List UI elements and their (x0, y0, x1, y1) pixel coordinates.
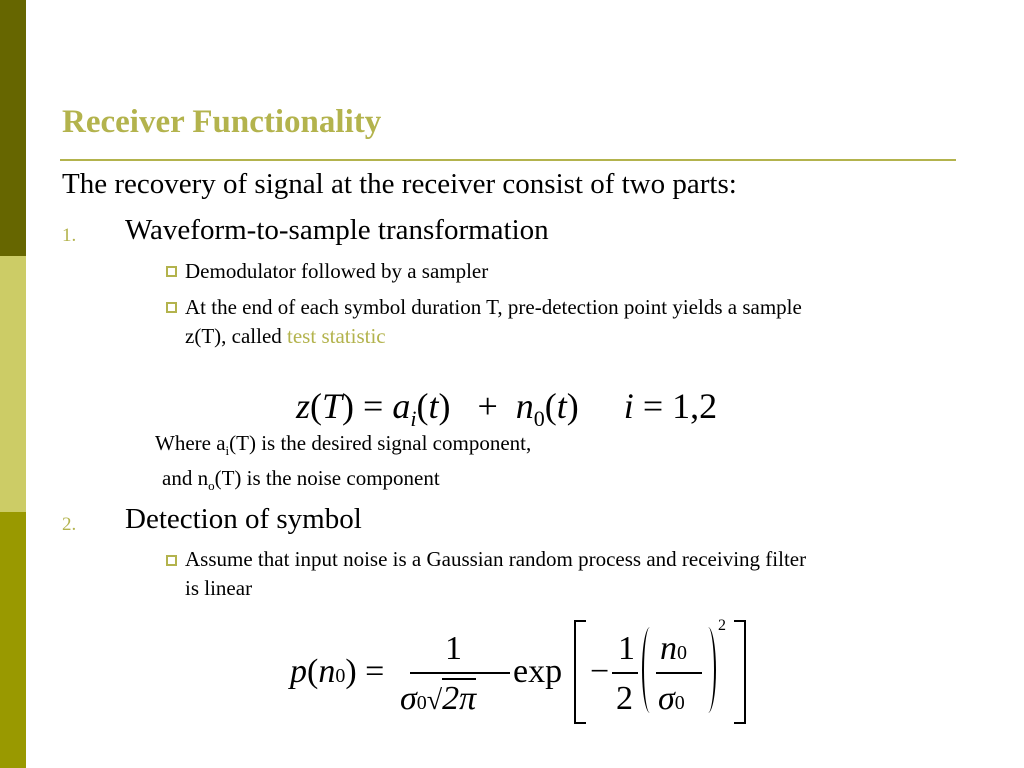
bullet-square-icon (166, 302, 177, 313)
left-paren-icon (642, 627, 658, 713)
eq1-range: 1,2 (672, 386, 718, 426)
where-1a: Where a (155, 431, 226, 455)
bullet-3-text: Assume that input noise is a Gaussian random process and receiving filter (185, 547, 807, 571)
bullet-2-text: At the end of each symbol duration T, pre-detection point yields a sample (185, 295, 802, 319)
eq2-sigma-sub: 0 (416, 692, 427, 714)
list-item-2-label: Detection of symbol (125, 503, 362, 535)
bullet-3-line2: is linear (185, 576, 253, 600)
test-statistic-equation: $z(T) = a_i(t) + n_0(t)$ i = 1,2 (296, 386, 718, 431)
eq1-n-sub: 0 (533, 406, 545, 431)
eq1-T: T (322, 386, 343, 426)
slide-title: Receiver Functionality (62, 104, 382, 140)
eq2-frac-num: 1 (445, 630, 462, 667)
left-bracket-icon (574, 620, 586, 724)
eq1-z: z (296, 386, 311, 426)
right-paren-icon (700, 627, 716, 713)
eq2-n: n (318, 653, 336, 690)
eq1-a: a (392, 386, 411, 426)
eq1-t2: t (556, 386, 567, 426)
where-1-sub: i (225, 443, 230, 459)
where-2b: (T) is the noise component (214, 466, 440, 490)
eq2-inner-n: n (660, 630, 677, 667)
bullet-1-text: Demodulator followed by a sampler (185, 259, 489, 283)
eq1-i: i (623, 386, 634, 426)
bullet-square-icon (166, 555, 177, 566)
where-line-2 (162, 466, 440, 494)
where-2a: and n (162, 466, 209, 490)
eq2-minus: − (590, 653, 610, 690)
bullet-2-line2 (185, 324, 386, 349)
eq2-exp: exp (513, 653, 563, 690)
eq1-t1: t (428, 386, 439, 426)
sidebar-band-middle (0, 256, 26, 512)
eq2-frac-den (400, 680, 476, 718)
eq2-inner-sigma-sub: 0 (674, 692, 685, 714)
right-bracket-icon (734, 620, 746, 724)
eq2-half-bar (612, 672, 638, 674)
eq2-inner-sigma: σ (658, 680, 675, 717)
eq2-inner-den (658, 680, 685, 718)
bullet-square-icon (166, 266, 177, 277)
list-item-1-label: Waveform-to-sample transformation (125, 214, 549, 246)
sqrt-icon: √ (426, 685, 443, 716)
eq2-sigma: σ (400, 680, 417, 717)
eq2-2pi: 2π (442, 680, 477, 717)
where-line-1 (155, 431, 531, 459)
gaussian-pdf-equation (290, 615, 760, 730)
eq1-a-sub: i (410, 406, 417, 431)
bullet-2-prefix: z(T), called (185, 324, 288, 348)
eq2-half-num: 1 (618, 630, 635, 667)
intro-text: The recovery of signal at the receiver consist of two parts: (62, 168, 737, 200)
eq2-inner-bar (656, 672, 702, 674)
title-divider (60, 159, 956, 161)
eq2-frac-bar (410, 672, 510, 674)
eq2-inner-n-sub: 0 (677, 642, 687, 664)
eq2-half-den: 2 (616, 680, 633, 717)
sidebar-band-top (0, 0, 26, 256)
test-statistic-term: test statistic (287, 324, 386, 348)
eq2-inner-num (660, 630, 687, 668)
eq2-lhs: p(n0) = (290, 653, 385, 690)
eq2-p: p (290, 653, 307, 690)
sidebar-band-bottom (0, 512, 26, 768)
where-2-sub: o (208, 478, 215, 494)
eq1-n: n (515, 386, 534, 426)
where-1b: (T) is the desired signal component, (229, 431, 532, 455)
list-number-1: 1. (62, 225, 77, 246)
eq2-n-sub: 0 (335, 665, 346, 687)
eq2-power: 2 (718, 617, 726, 634)
list-number-2: 2. (62, 514, 77, 535)
